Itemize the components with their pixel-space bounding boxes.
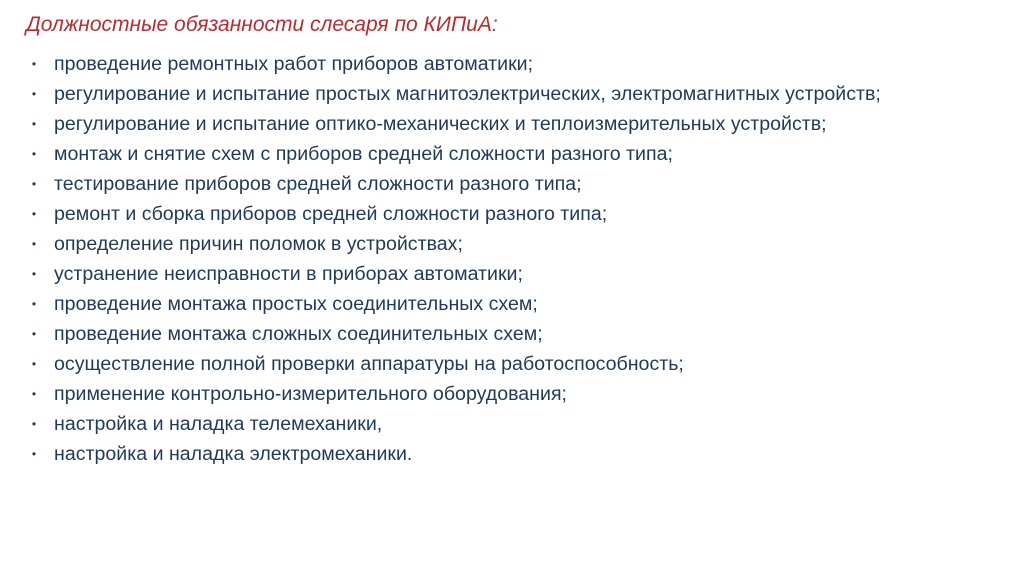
bullet-icon: •	[31, 207, 37, 221]
bullet-icon: •	[31, 447, 37, 461]
list-item-text: осуществление полной проверки аппаратуры на работоспособность;	[54, 353, 684, 375]
list-item	[26, 319, 994, 349]
bullet-icon: •	[31, 387, 37, 401]
list-item	[26, 169, 994, 199]
bullet-icon: •	[31, 177, 37, 191]
bullet-icon: •	[31, 87, 37, 101]
list-item-text: регулирование и испытание оптико-механических и теплоизмерительных устройств;	[54, 113, 827, 135]
list-item-text: применение контрольно-измерительного оборудования;	[54, 383, 568, 405]
list-item-text: проведение ремонтных работ приборов автоматики;	[54, 53, 534, 75]
bullet-icon: •	[31, 237, 37, 251]
list-item	[26, 379, 994, 409]
list-item-text: монтаж и снятие схем с приборов средней сложности разного типа;	[54, 143, 673, 165]
list-item-text: проведение монтажа сложных соединительных схем;	[54, 323, 543, 345]
slide-title: Должностные обязанности слесаря по КИПиА:	[26, 13, 498, 36]
list-item-text: ремонт и сборка приборов средней сложности разного типа;	[54, 203, 608, 225]
list-item	[26, 439, 994, 469]
list-item	[26, 79, 994, 109]
list-item-text: устранение неисправности в приборах автоматики;	[54, 263, 523, 285]
list-item-text: регулирование и испытание простых магнитоэлектрических, электромагнитных устройств;	[54, 83, 881, 105]
bullet-icon: •	[31, 297, 37, 311]
bullet-icon: •	[31, 117, 37, 131]
list-item-text: настройка и наладка электромеханики.	[54, 443, 413, 465]
list-item	[26, 49, 994, 79]
bullet-icon: •	[31, 327, 37, 341]
list-item	[26, 349, 994, 379]
list-item	[26, 139, 994, 169]
bullet-icon: •	[31, 417, 37, 431]
list-item	[26, 199, 994, 229]
duties-list	[26, 49, 994, 469]
bullet-icon: •	[31, 57, 37, 71]
list-item	[26, 109, 994, 139]
list-item-text: тестирование приборов средней сложности разного типа;	[54, 173, 582, 195]
list-item	[26, 259, 994, 289]
bullet-icon: •	[31, 147, 37, 161]
list-item-text: проведение монтажа простых соединительных схем;	[54, 293, 538, 315]
list-item	[26, 289, 994, 319]
list-item	[26, 409, 994, 439]
bullet-icon: •	[31, 267, 37, 281]
list-item-text: настройка и наладка телемеханики,	[54, 413, 383, 435]
list-item	[26, 229, 994, 259]
list-item-text: определение причин поломок в устройствах;	[54, 233, 463, 255]
bullet-icon: •	[31, 357, 37, 371]
